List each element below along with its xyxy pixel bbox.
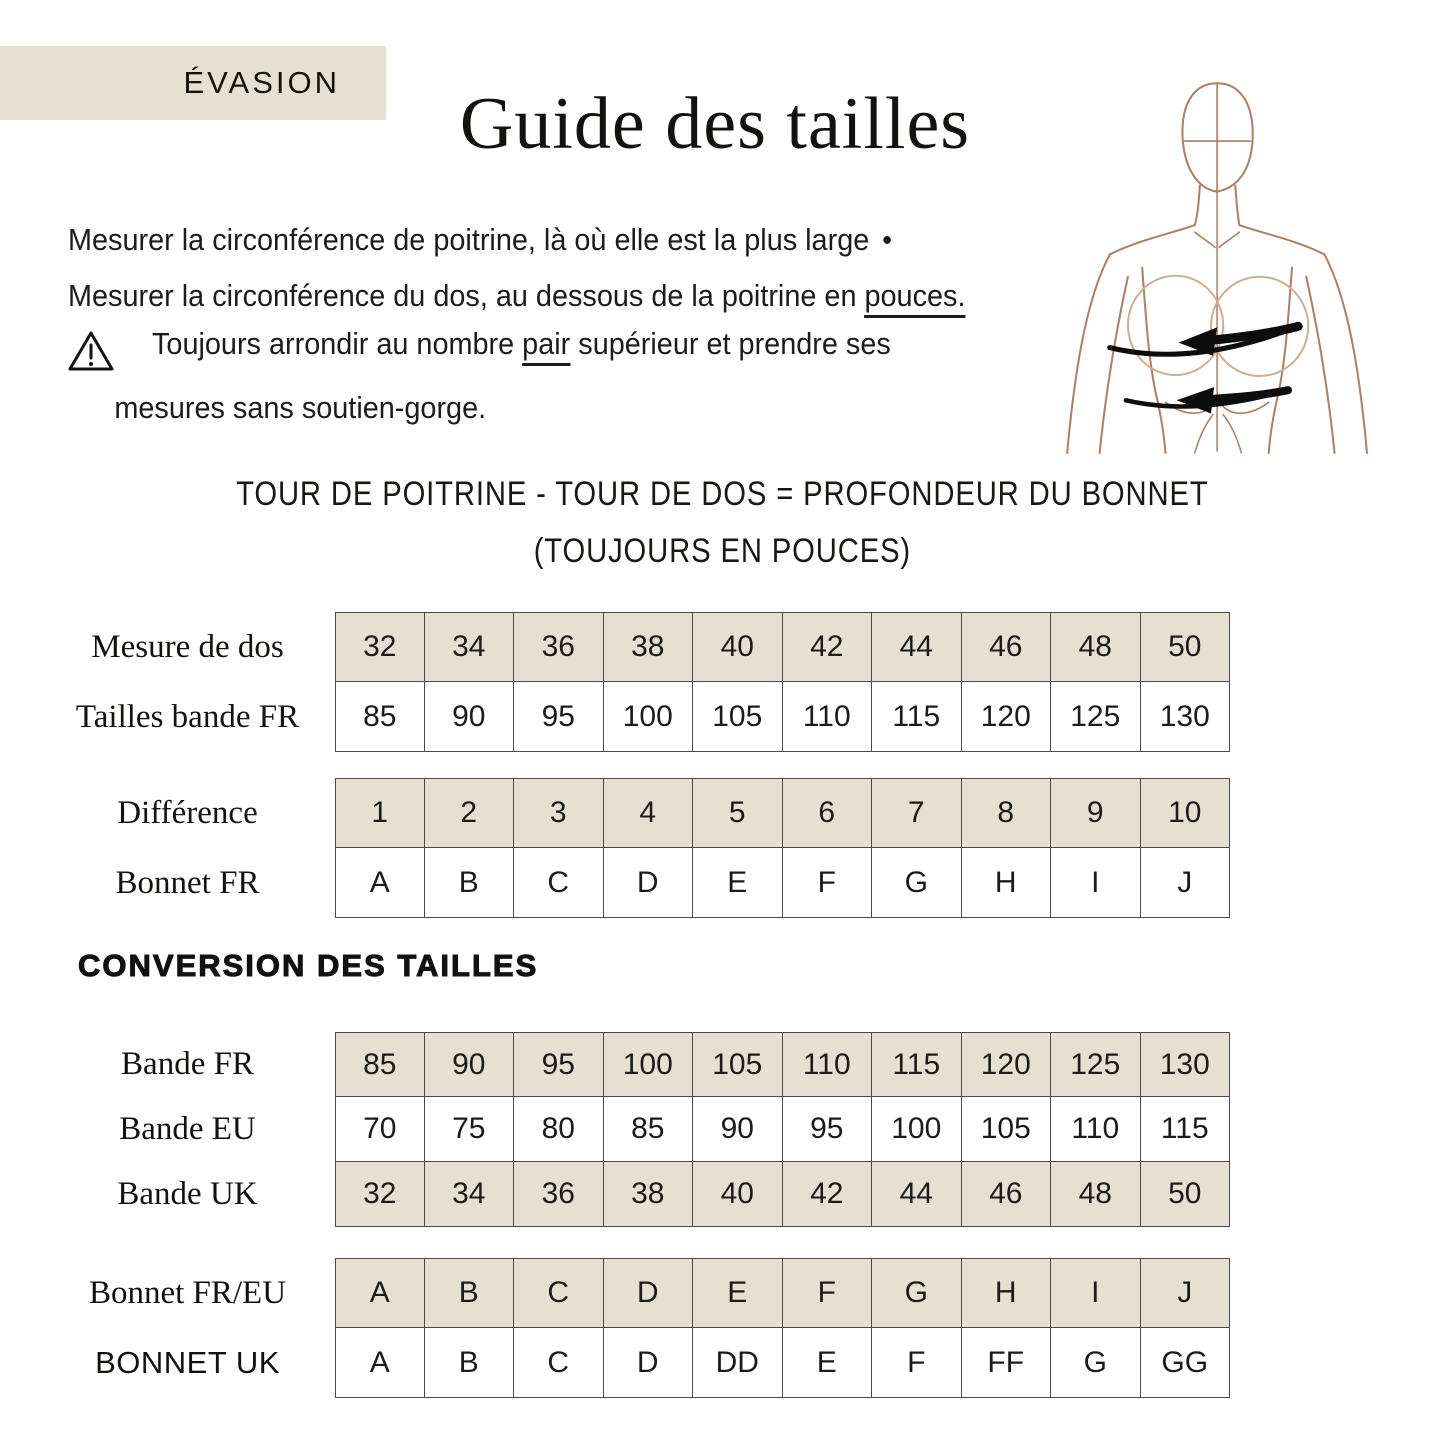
cup-conversion-table bbox=[40, 1258, 1230, 1398]
table-cell: 48 bbox=[1051, 1162, 1141, 1227]
table-cell: D bbox=[604, 1328, 694, 1398]
table-cell: DD bbox=[693, 1328, 783, 1398]
warning-line-2: mesures sans soutien-gorge. bbox=[114, 390, 487, 425]
table-cell: 130 bbox=[1141, 682, 1231, 752]
warning-note bbox=[66, 326, 946, 426]
back-measure-table bbox=[40, 612, 1230, 752]
table-cell: H bbox=[962, 1258, 1052, 1328]
table-cell: E bbox=[783, 1328, 873, 1398]
underlined-pouces: pouces. bbox=[864, 278, 965, 318]
row-cells bbox=[335, 1162, 1230, 1227]
band-conversion-table bbox=[40, 1032, 1230, 1227]
table-cell: 10 bbox=[1141, 778, 1231, 848]
table-cell: I bbox=[1051, 848, 1141, 918]
table-cell: 95 bbox=[514, 1032, 604, 1097]
row-label: Bonnet FR bbox=[115, 864, 260, 901]
table-cell: 38 bbox=[604, 1162, 694, 1227]
row-label: Bande EU bbox=[119, 1111, 256, 1147]
table-cell: C bbox=[514, 848, 604, 918]
table-cell: 110 bbox=[1051, 1097, 1141, 1162]
table-row bbox=[40, 1328, 1230, 1398]
table-row bbox=[40, 1162, 1230, 1227]
table-cell: 90 bbox=[425, 1032, 515, 1097]
warning-triangle-icon bbox=[66, 328, 116, 374]
table-cell: 9 bbox=[1051, 778, 1141, 848]
row-cells bbox=[335, 682, 1230, 752]
table-cell: G bbox=[872, 848, 962, 918]
table-cell: 32 bbox=[335, 612, 425, 682]
table-cell: 95 bbox=[783, 1097, 873, 1162]
row-label: Bande FR bbox=[121, 1046, 254, 1082]
row-cells bbox=[335, 1328, 1230, 1398]
underbust-measure-arrow bbox=[1126, 387, 1288, 413]
table-cell: 120 bbox=[962, 1032, 1052, 1097]
table-cell: A bbox=[335, 848, 425, 918]
table-cell: FF bbox=[962, 1328, 1052, 1398]
table-cell: 40 bbox=[693, 1162, 783, 1227]
table-cell: 100 bbox=[604, 682, 694, 752]
table-cell: 125 bbox=[1051, 1032, 1141, 1097]
table-cell: 85 bbox=[604, 1097, 694, 1162]
instruction-line-1: Mesurer la circonférence de poitrine, là où elle est la plus large • bbox=[68, 222, 893, 257]
table-cell: 6 bbox=[783, 778, 873, 848]
row-label: Tailles bande FR bbox=[75, 698, 300, 735]
table-cell: H bbox=[962, 848, 1052, 918]
table-cell: 90 bbox=[693, 1097, 783, 1162]
row-cells bbox=[335, 848, 1230, 918]
cup-depth-formula bbox=[0, 466, 1445, 580]
table-cell: 5 bbox=[693, 778, 783, 848]
table-cell: 75 bbox=[425, 1097, 515, 1162]
table-row bbox=[40, 1032, 1230, 1097]
table-cell: 50 bbox=[1141, 1162, 1231, 1227]
row-label: Bonnet FR/EU bbox=[88, 1274, 287, 1311]
table-cell: 100 bbox=[604, 1032, 694, 1097]
table-cell: F bbox=[872, 1328, 962, 1398]
table-row bbox=[40, 1097, 1230, 1162]
warning-line-1: Toujours arrondir au nombre pair supérieur et prendre ses bbox=[152, 326, 891, 362]
table-cell: 36 bbox=[514, 612, 604, 682]
table-cell: 1 bbox=[335, 778, 425, 848]
table-cell: 4 bbox=[604, 778, 694, 848]
table-cell: D bbox=[604, 848, 694, 918]
table-cell: 36 bbox=[514, 1162, 604, 1227]
row-cells bbox=[335, 612, 1230, 682]
table-cell: 42 bbox=[783, 612, 873, 682]
table-cell: 34 bbox=[425, 612, 515, 682]
table-cell: 115 bbox=[872, 1032, 962, 1097]
table-cell: 48 bbox=[1051, 612, 1141, 682]
row-cells bbox=[335, 1032, 1230, 1097]
table-cell: A bbox=[335, 1258, 425, 1328]
row-label: BONNET UK bbox=[95, 1345, 280, 1380]
brand-band bbox=[0, 46, 386, 120]
table-cell: 34 bbox=[425, 1162, 515, 1227]
table-row bbox=[40, 1258, 1230, 1328]
page-title: Guide des tailles bbox=[459, 83, 971, 165]
table-cell: 115 bbox=[1141, 1097, 1231, 1162]
table-cell: 44 bbox=[872, 1162, 962, 1227]
table-cell: 2 bbox=[425, 778, 515, 848]
table-cell: 105 bbox=[962, 1097, 1052, 1162]
table-cell: 125 bbox=[1051, 682, 1141, 752]
row-label: Bande UK bbox=[117, 1176, 258, 1212]
cup-difference-table bbox=[40, 778, 1230, 918]
instruction-line-2: Mesurer la circonférence du dos, au dessous de la poitrine en pouces. bbox=[68, 268, 965, 323]
table-cell: GG bbox=[1141, 1328, 1231, 1398]
row-cells bbox=[335, 1258, 1230, 1328]
table-cell: 44 bbox=[872, 612, 962, 682]
bullet-point: • bbox=[882, 224, 893, 257]
table-cell: 85 bbox=[335, 682, 425, 752]
table-cell: D bbox=[604, 1258, 694, 1328]
table-row bbox=[40, 612, 1230, 682]
table-row bbox=[40, 778, 1230, 848]
table-cell: A bbox=[335, 1328, 425, 1398]
table-cell: 32 bbox=[335, 1162, 425, 1227]
table-cell: 90 bbox=[425, 682, 515, 752]
table-cell: C bbox=[514, 1328, 604, 1398]
table-cell: G bbox=[1051, 1328, 1141, 1398]
table-cell: 95 bbox=[514, 682, 604, 752]
table-cell: 40 bbox=[693, 612, 783, 682]
formula-line-2: (TOUJOURS EN POUCES) bbox=[533, 532, 912, 570]
brand-name: ÉVASION bbox=[183, 65, 340, 100]
row-cells bbox=[335, 1097, 1230, 1162]
table-cell: 115 bbox=[872, 682, 962, 752]
table-cell: 42 bbox=[783, 1162, 873, 1227]
table-cell: B bbox=[425, 848, 515, 918]
row-label: Mesure de dos bbox=[91, 628, 284, 665]
table-cell: E bbox=[693, 848, 783, 918]
formula-line-1: TOUR DE POITRINE - TOUR DE DOS = PROFONDEUR DU BONNET bbox=[236, 475, 1209, 513]
underlined-pair: pair bbox=[522, 326, 570, 366]
table-cell: 110 bbox=[783, 682, 873, 752]
table-cell: B bbox=[425, 1328, 515, 1398]
measuring-instructions bbox=[68, 212, 1033, 323]
table-cell: E bbox=[693, 1258, 783, 1328]
table-cell: 100 bbox=[872, 1097, 962, 1162]
table-cell: 120 bbox=[962, 682, 1052, 752]
table-cell: J bbox=[1141, 1258, 1231, 1328]
table-cell: 46 bbox=[962, 1162, 1052, 1227]
table-cell: 105 bbox=[693, 682, 783, 752]
table-row bbox=[40, 682, 1230, 752]
table-cell: J bbox=[1141, 848, 1231, 918]
row-cells bbox=[335, 778, 1230, 848]
table-cell: 130 bbox=[1141, 1032, 1231, 1097]
table-cell: C bbox=[514, 1258, 604, 1328]
table-row bbox=[40, 848, 1230, 918]
row-label: Différence bbox=[117, 794, 258, 831]
table-cell: 110 bbox=[783, 1032, 873, 1097]
table-cell: 8 bbox=[962, 778, 1052, 848]
table-cell: 7 bbox=[872, 778, 962, 848]
table-cell: G bbox=[872, 1258, 962, 1328]
table-cell: B bbox=[425, 1258, 515, 1328]
table-cell: F bbox=[783, 848, 873, 918]
table-cell: 80 bbox=[514, 1097, 604, 1162]
table-cell: 3 bbox=[514, 778, 604, 848]
conversion-section-heading: CONVERSION DES TAILLES bbox=[78, 948, 539, 983]
table-cell: 85 bbox=[335, 1032, 425, 1097]
bust-measure-arrow bbox=[1110, 326, 1298, 355]
table-cell: 50 bbox=[1141, 612, 1231, 682]
table-cell: 46 bbox=[962, 612, 1052, 682]
table-cell: 38 bbox=[604, 612, 694, 682]
torso-measurement-illustration bbox=[1040, 60, 1380, 455]
table-cell: F bbox=[783, 1258, 873, 1328]
table-cell: 105 bbox=[693, 1032, 783, 1097]
table-cell: I bbox=[1051, 1258, 1141, 1328]
table-cell: 70 bbox=[335, 1097, 425, 1162]
